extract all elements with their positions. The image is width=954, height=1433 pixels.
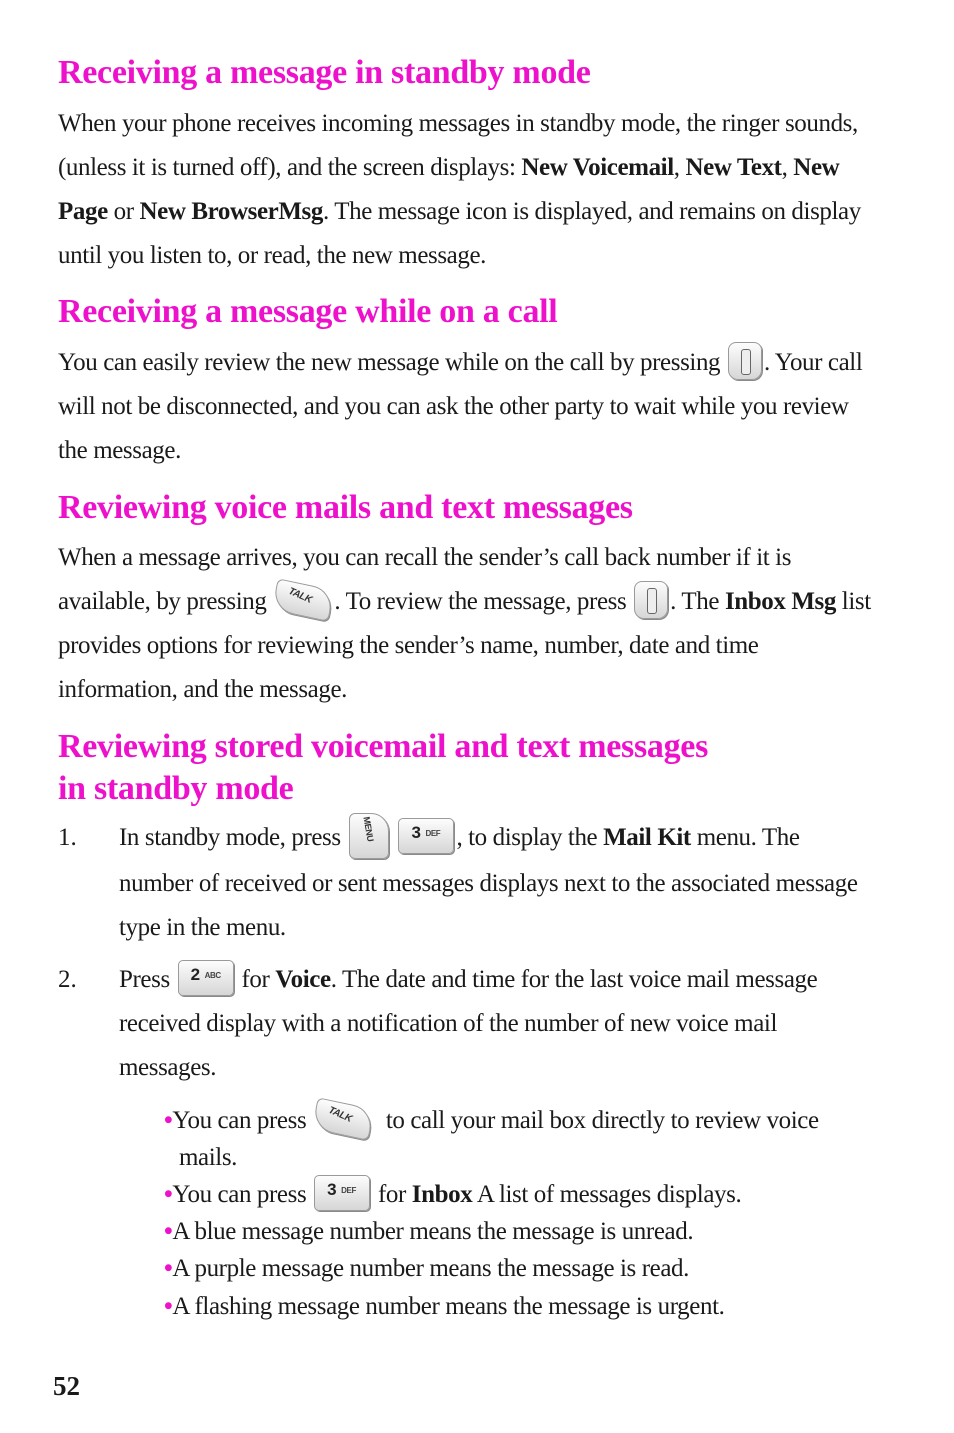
menu-key-icon — [349, 813, 389, 859]
heading-stored: Reviewing stored voicemail and text messages in standby mode — [58, 728, 709, 807]
key-3-icon: 3 DEF — [398, 818, 454, 854]
heading-on-call: Receiving a message while on a call — [58, 293, 558, 330]
key-2-icon: 2 ABC — [178, 960, 234, 996]
bullet-purple: •A purple message number means the message is read. — [164, 1255, 690, 1282]
talk-key-icon — [311, 1098, 374, 1141]
key-3-icon: 3 DEF — [314, 1175, 370, 1211]
bullet-call-mailbox: •You can press TALK to call your mail box directly to review voice mails. — [164, 1102, 884, 1176]
para-on-call: You can easily review the new message while on the call by pressing . Your call will not be disconnected, and you can ask the other party to wait while you review the message. — [58, 341, 878, 473]
para-reviewing: When a message arrives, you can recall the sender’s call back number if it is available, by pressing TALK. To review the message, press . The Inbox Msg list provides options for reviewing the sender’s name, number, date and time information, and the message. — [58, 536, 878, 712]
para-standby: When your phone receives incoming messages in standby mode, the ringer sounds, (unless it is turned off), and the screen displays: New Voicemail, New Text, New Page or New BrowserMsg. The message icon is displayed, and remains on display until you listen to, or read, the new message. — [58, 110, 861, 269]
heading-reviewing: Reviewing voice mails and text messages — [58, 489, 633, 526]
heading-standby: Receiving a message in standby mode — [58, 54, 591, 91]
end-key-icon — [728, 342, 762, 380]
page-number: 52 — [53, 1371, 80, 1401]
step-1: In standby mode, press MENU 3 DEF , to display the Mail Kit menu. The number of received or sent messages displays next to the associated message type in the menu. — [119, 816, 879, 950]
end-key-icon — [634, 581, 668, 619]
step-number: 1. — [58, 824, 77, 851]
talk-key-icon — [272, 579, 335, 622]
bullet-flashing: •A flashing message number means the message is urgent. — [164, 1293, 725, 1320]
step-number: 2. — [58, 966, 77, 993]
bullet-blue: •A blue message number means the message is unread. — [164, 1218, 694, 1245]
bullet-inbox: •You can press 3 DEF for Inbox A list of messages displays. — [164, 1176, 884, 1214]
step-2: Press 2 ABC for Voice. The date and time for the last voice mail message received display with a notification of the number of new voice mail messages. — [119, 958, 879, 1090]
